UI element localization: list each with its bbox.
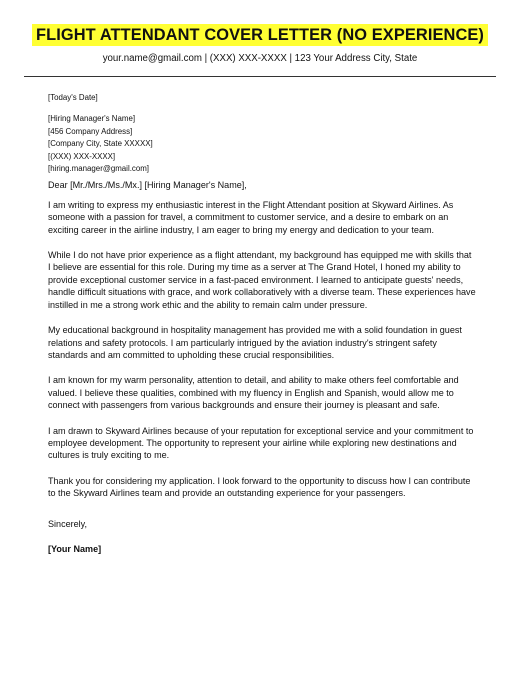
paragraph-thanks: Thank you for considering my application. I look forward to the opportunity to discuss how I can contribute to the Skyward Airlines team and provide an outstanding experience for your passengers.: [48, 475, 471, 499]
signature: [Your Name]: [48, 543, 102, 554]
recipient-block: [48, 113, 476, 175]
document-title: FLIGHT ATTENDANT COVER LETTER (NO EXPERIENCE): [32, 24, 488, 46]
recipient-address: [456 Company Address]: [48, 126, 133, 136]
paragraph-skills: While I do not have prior experience as a flight attendant, my background has equipped me with skills that I believe are essential for this role. During my time as a server at The Grand Hotel, I honed my ability to provide exceptional customer service in a fast-paced environment. I learned to anticipate guests' needs, handle difficult situations with grace, and work collaboratively with a diverse team. These experiences have instilled in me a strong work ethic and the ability to remain calm under pressure.: [48, 250, 476, 310]
salutation: Dear [Mr./Mrs./Ms./Mx.] [Hiring Manager's Name],: [48, 180, 247, 191]
recipient-city: [Company City, State XXXXX]: [48, 139, 153, 149]
contact-line: your.name@gmail.com | (XXX) XXX-XXXX | 123 Your Address City, State: [102, 53, 418, 64]
paragraph-motivation: I am drawn to Skyward Airlines because of your reputation for exceptional service and your commitment to employee development. The opportunity to represent your airline while exploring new destinations and cultures is truly exciting to me.: [48, 425, 474, 461]
closing: Sincerely,: [48, 518, 88, 529]
header-divider: [24, 76, 496, 77]
recipient-phone: [(XXX) XXX-XXXX]: [48, 151, 116, 161]
letter-body: [48, 92, 476, 555]
recipient-email: [hiring.manager@gmail.com]: [48, 164, 149, 174]
recipient-name: [Hiring Manager's Name]: [48, 114, 136, 124]
title-wrap: [0, 24, 520, 46]
paragraph-intro: I am writing to express my enthusiastic interest in the Flight Attendant position at Skyward Airlines. As someone with a passion for travel, a commitment to customer service, and a desire to embark on an exciting career in the airline industry, I am eager to bring my energy and dedication to your team.: [48, 199, 454, 235]
letter-date: [Today's Date]: [48, 93, 98, 102]
paragraph-qualities: I am known for my warm personality, attention to detail, and ability to make others feel comfortable and valued. I believe these qualities, combined with my fluency in English and Spanish, would allow me to connect with passengers from various backgrounds and ensure their journey is pleasant and safe.: [48, 375, 459, 411]
paragraph-education: My educational background in hospitality management has provided me with a solid foundation in guest relations and safety protocols. I am particularly intrigued by the aviation industry's stringent safety standards and am committed to upholding these crucial responsibilities.: [48, 325, 462, 360]
